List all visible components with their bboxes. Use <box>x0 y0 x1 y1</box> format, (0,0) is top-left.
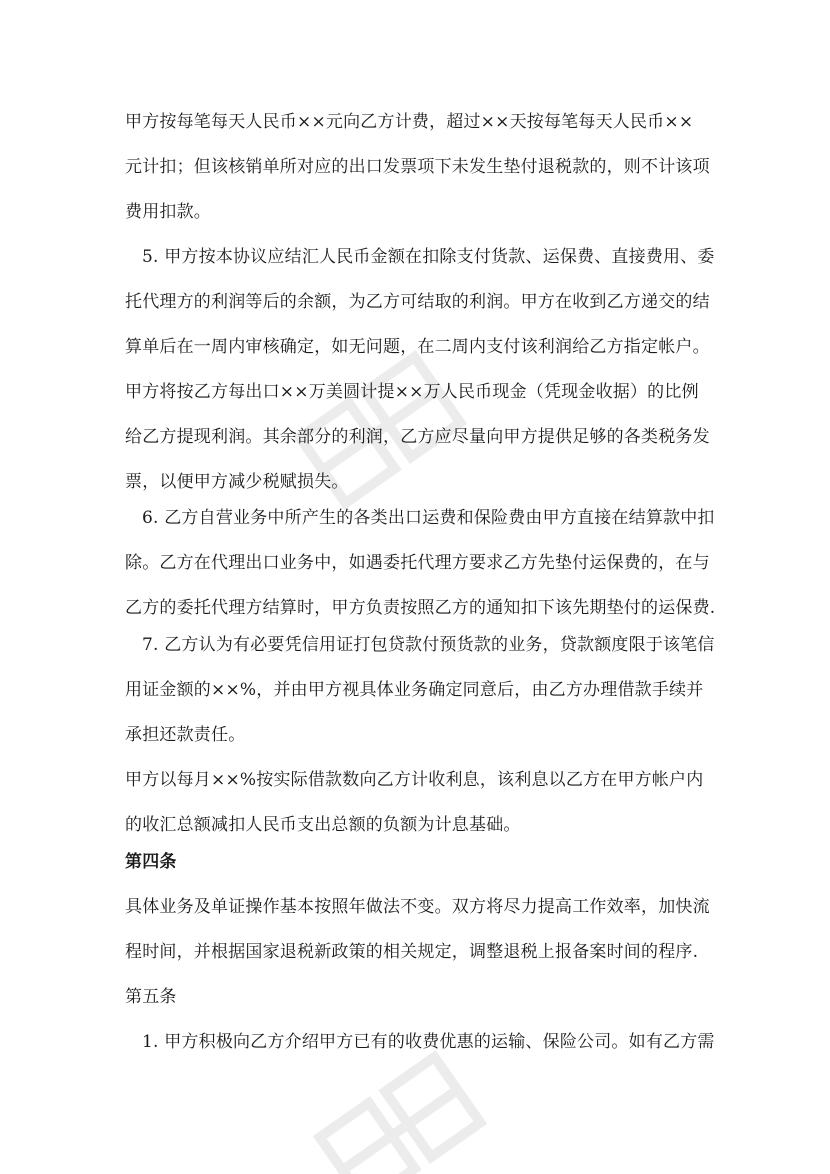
numbered-item-1: 1. 甲方积极向乙方介绍甲方已有的收费优惠的运输、保险公司。如有乙方需 <box>142 1032 715 1052</box>
numbered-item-5: 5. 甲方按本协议应结汇人民币金额在扣除支付货款、运保费、直接费用、委 <box>142 247 715 267</box>
paragraph-line: 除。乙方在代理出口业务中，如遇委托代理方要求乙方先垫付运保费的，在与 <box>125 553 710 573</box>
paragraph-line: 费用扣款。 <box>125 202 211 222</box>
paragraph-line: 给乙方提现利润。其余部分的利润，乙方应尽量向甲方提供足够的各类税务发 <box>125 427 710 447</box>
section-heading-article-5: 第五条 <box>125 987 177 1007</box>
paragraph-line: 票，以便甲方减少税赋损失。 <box>125 472 349 492</box>
paragraph-line: 甲方将按乙方每出口××万美圆计提××万人民币现金（凭现金收据）的比例 <box>125 382 699 402</box>
paragraph-line: 程时间，并根据国家退税新政策的相关规定，调整退税上报备案时间的程序. <box>125 942 699 962</box>
paragraph-line: 具体业务及单证操作基本按照年做法不变。双方将尽力提高工作效率，加快流 <box>125 897 710 917</box>
numbered-item-6: 6. 乙方自营业务中所产生的各类出口运费和保险费由甲方直接在结算款中扣 <box>142 508 715 528</box>
paragraph-line: 甲方按每笔每天人民币××元向乙方计费，超过××天按每笔每天人民币×× <box>125 112 694 132</box>
numbered-item-7: 7. 乙方认为有必要凭信用证打包贷款付预货款的业务，贷款额度限于该笔信 <box>142 635 715 655</box>
paragraph-line: 的收汇总额减扣人民币支出总额的负额为计息基础。 <box>125 815 521 835</box>
paragraph-line: 托代理方的利润等后的余额，为乙方可结取的利润。甲方在收到乙方递交的结 <box>125 292 710 312</box>
paragraph-line: 乙方的委托代理方结算时，甲方负责按照乙方的通知扣下该先期垫付的运保费. <box>125 598 716 618</box>
section-heading-article-4: 第四条 <box>125 852 177 872</box>
paragraph-line: 算单后在一周内审核确定，如无问题，在二周内支付该利润给乙方指定帐户。 <box>125 337 710 357</box>
paragraph-line: 用证金额的××%，并由甲方视具体业务确定同意后，由乙方办理借款手续并 <box>125 680 704 700</box>
paragraph-line: 承担还款责任。 <box>125 725 246 745</box>
paragraph-line: 甲方以每月××%按实际借款数向乙方计收利息，该利息以乙方在甲方帐户内 <box>125 770 704 790</box>
paragraph-line: 元计扣；但该核销单所对应的出口发票项下未发生垫付退税款的，则不计该项 <box>125 157 710 177</box>
